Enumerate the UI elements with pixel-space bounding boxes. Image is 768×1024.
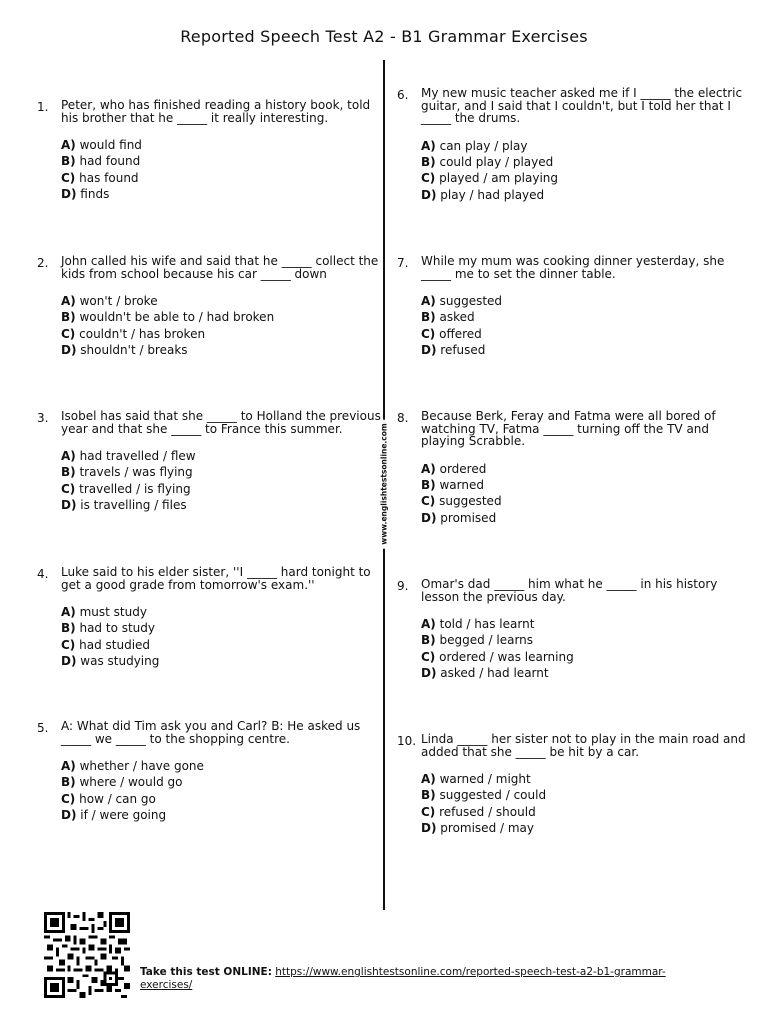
option-b[interactable]: B) asked <box>421 310 475 325</box>
option-b[interactable]: B) where / would go <box>61 775 183 790</box>
option-b[interactable]: B) wouldn't be able to / had broken <box>61 310 275 325</box>
question-3 <box>37 409 391 514</box>
option-a[interactable]: A) warned / might <box>421 772 531 786</box>
question-number: 3. <box>37 411 49 425</box>
question-number: 7. <box>397 256 409 270</box>
option-d[interactable]: D) refused <box>421 343 486 358</box>
footer-link[interactable]: https://www.englishtestsonline.com/reported-speech-test-a2-b1-grammar-exercises/ <box>140 966 666 991</box>
option-c[interactable]: C) travelled / is flying <box>61 481 191 496</box>
option-c[interactable]: C) has found <box>61 170 139 185</box>
option-a[interactable]: A) can play / play <box>421 138 528 153</box>
option-a[interactable]: A) suggested <box>421 294 503 308</box>
option-a[interactable]: A) would find <box>61 138 142 152</box>
option-c[interactable]: C) had studied <box>61 637 151 652</box>
question-5 <box>37 719 391 824</box>
option-b[interactable]: B) warned <box>421 477 484 492</box>
question-4 <box>37 565 391 670</box>
question-number: 10. <box>397 734 417 748</box>
question-text: Omar's dad _____ him what he _____ in his history lesson the previous day. <box>421 577 718 604</box>
option-a[interactable]: A) had travelled / flew <box>61 449 196 463</box>
option-d[interactable]: D) promised / may <box>421 821 535 836</box>
question-text: While my mum was cooking dinner yesterday, she _____ me to set the dinner table. <box>421 254 725 281</box>
qr-code-icon[interactable] <box>42 912 132 998</box>
question-8 <box>397 409 751 526</box>
question-10 <box>397 732 751 837</box>
option-c[interactable]: C) ordered / was learning <box>421 649 574 664</box>
option-c[interactable]: C) refused / should <box>421 804 536 819</box>
footer <box>140 966 700 991</box>
question-text: Because Berk, Feray and Fatma were all bored of watching TV, Fatma _____ turning off the TV and playing Scrabble. <box>421 409 716 448</box>
option-b[interactable]: B) had to study <box>61 621 156 636</box>
option-c[interactable]: C) offered <box>421 326 482 341</box>
question-6 <box>397 86 751 203</box>
option-a[interactable]: A) won't / broke <box>61 294 158 308</box>
option-b[interactable]: B) travels / was flying <box>61 465 193 480</box>
question-text: Linda _____ her sister not to play in the main road and added that she _____ be hit by a car. <box>421 732 746 759</box>
question-7 <box>397 254 751 359</box>
watermark: www.englishtestsonline.com <box>379 419 390 548</box>
question-text: Isobel has said that she _____ to Holland the previous year and that she _____ to France this summer. <box>61 409 381 436</box>
option-d[interactable]: D) play / had played <box>421 187 545 202</box>
question-number: 8. <box>397 411 409 425</box>
question-text: John called his wife and said that he _____ collect the kids from school because his car _____ down <box>61 254 379 281</box>
option-d[interactable]: D) finds <box>61 187 110 202</box>
question-number: 1. <box>37 100 49 114</box>
option-b[interactable]: B) could play / played <box>421 154 554 169</box>
option-a[interactable]: A) ordered <box>421 461 487 476</box>
question-number: 2. <box>37 256 49 270</box>
page-title: Reported Speech Test A2 - B1 Grammar Exercises <box>180 27 588 46</box>
option-b[interactable]: B) suggested / could <box>421 788 547 803</box>
question-text: A: What did Tim ask you and Carl? B: He asked us _____ we _____ to the shopping centre. <box>61 719 361 746</box>
option-c[interactable]: C) how / can go <box>61 791 156 806</box>
option-c[interactable]: C) suggested <box>421 494 502 509</box>
option-d[interactable]: D) promised <box>421 510 497 525</box>
option-c[interactable]: C) couldn't / has broken <box>61 326 206 341</box>
question-number: 5. <box>37 721 49 735</box>
question-number: 9. <box>397 579 409 593</box>
question-9 <box>397 577 751 682</box>
question-2 <box>37 254 391 359</box>
option-a[interactable]: A) whether / have gone <box>61 759 204 773</box>
question-number: 6. <box>397 88 409 102</box>
option-b[interactable]: B) begged / learns <box>421 633 534 648</box>
option-d[interactable]: D) is travelling / files <box>61 498 187 513</box>
option-d[interactable]: D) if / were going <box>61 808 167 823</box>
option-a[interactable]: A) must study <box>61 605 147 619</box>
question-text: Luke said to his elder sister, ''I _____ hard tonight to get a good grade from tomorrow's exam.'' <box>61 565 371 592</box>
option-a[interactable]: A) told / has learnt <box>421 617 535 631</box>
option-c[interactable]: C) played / am playing <box>421 171 559 186</box>
option-d[interactable]: D) was studying <box>61 654 160 669</box>
option-d[interactable]: D) asked / had learnt <box>421 666 549 681</box>
question-number: 4. <box>37 567 49 581</box>
option-b[interactable]: B) had found <box>61 154 141 169</box>
question-text: My new music teacher asked me if I _____ the electric guitar, and I said that I couldn't, but I told her that I _____ the drums. <box>421 86 743 125</box>
footer-label: Take this test ONLINE: <box>140 966 272 978</box>
option-d[interactable]: D) shouldn't / breaks <box>61 343 188 358</box>
question-1 <box>37 98 391 203</box>
question-text: Peter, who has finished reading a history book, told his brother that he _____ it really interesting. <box>61 98 371 125</box>
